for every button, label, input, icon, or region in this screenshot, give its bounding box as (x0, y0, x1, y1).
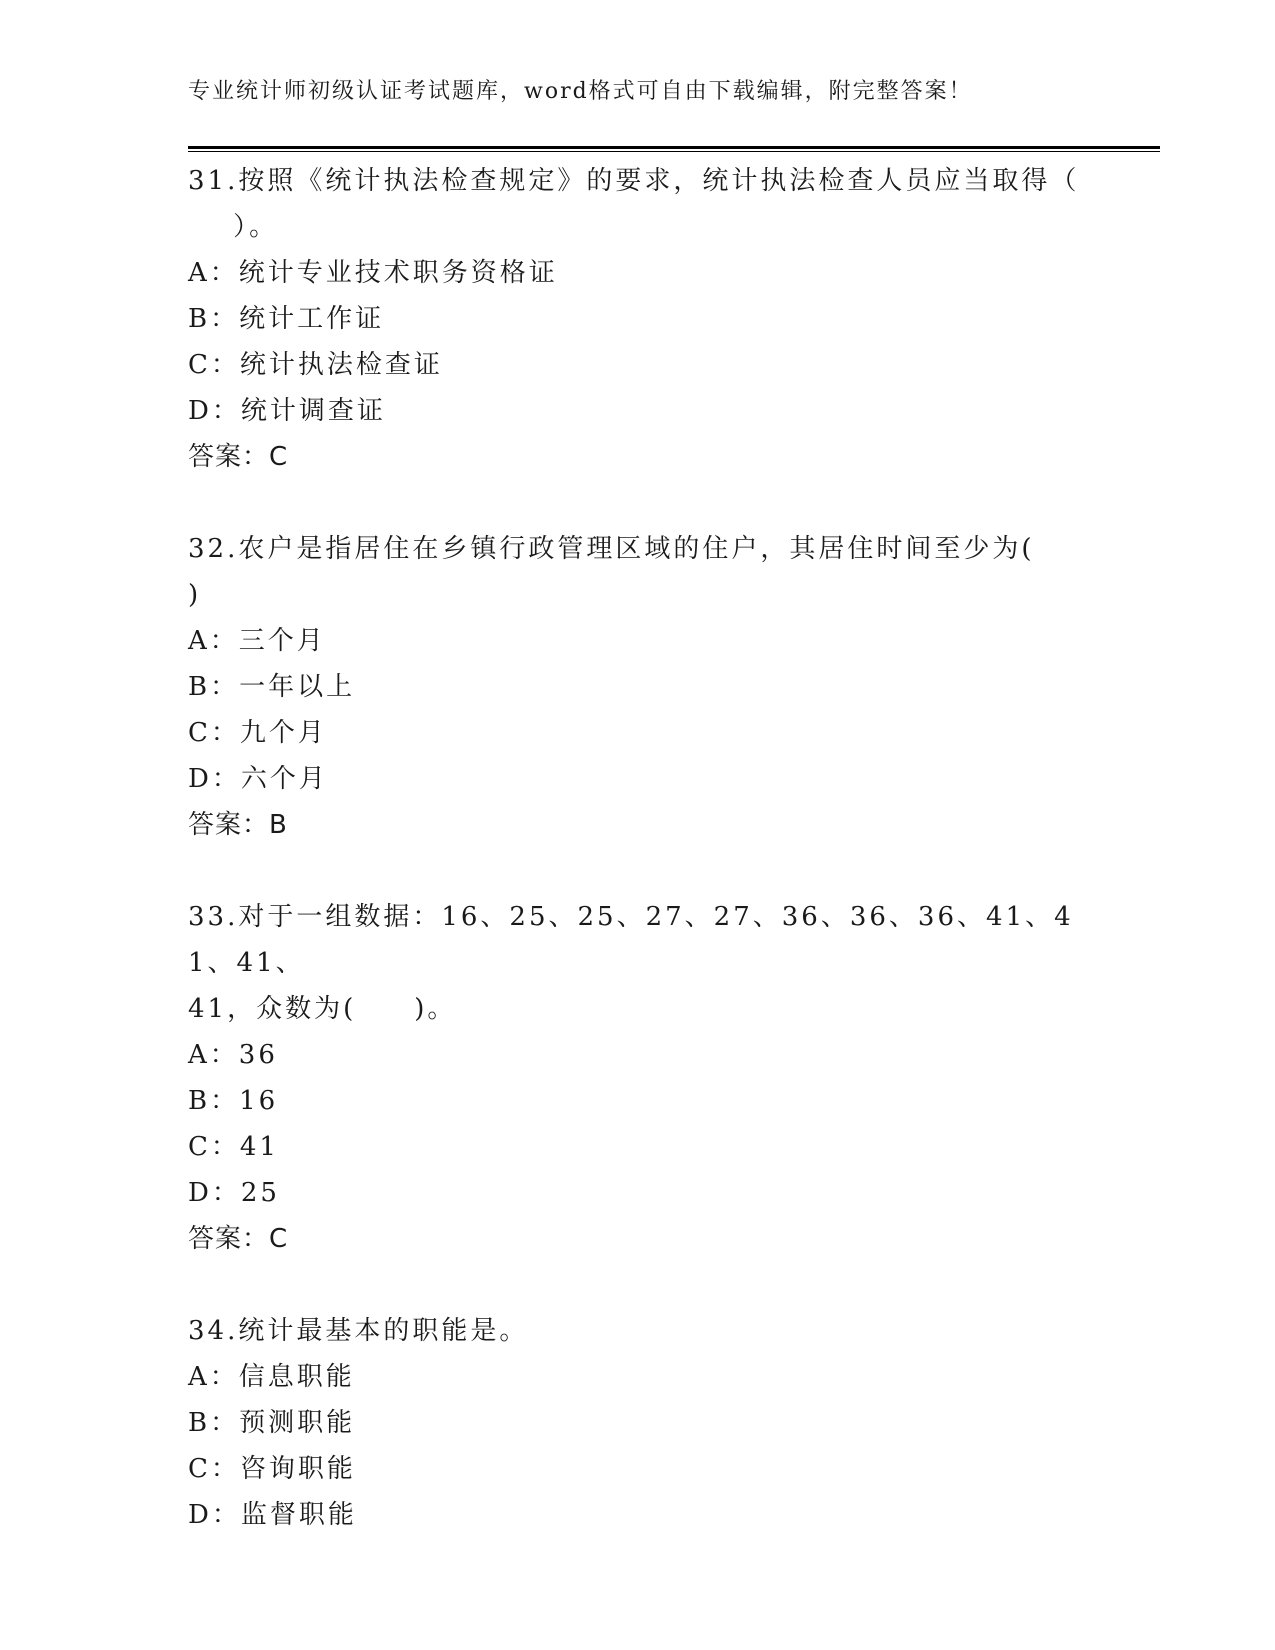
question-list (188, 158, 1088, 1584)
question-stem-continued: ) (188, 580, 202, 610)
option-d: D：监督职能 (188, 1500, 357, 1530)
option-c: C：41 (188, 1132, 279, 1162)
question-32 (188, 526, 1088, 848)
question-33 (188, 894, 1088, 1262)
option-c: C：统计执法检查证 (188, 350, 443, 380)
question-31 (188, 158, 1088, 480)
option-c: C：咨询职能 (188, 1454, 356, 1484)
header-divider (188, 146, 1160, 152)
option-d: D：六个月 (188, 764, 328, 794)
option-d: D：统计调查证 (188, 396, 386, 426)
option-b: B：16 (188, 1086, 279, 1116)
option-b: B：统计工作证 (188, 304, 385, 334)
question-stem-continued: ）。 (188, 212, 279, 242)
question-stem: 34.统计最基本的职能是。 (188, 1316, 529, 1346)
option-d: D：25 (188, 1178, 280, 1208)
option-a: A：信息职能 (188, 1362, 355, 1392)
question-stem: 33.对于一组数据：16、25、25、27、27、36、36、36、41、41、41、 (188, 902, 1074, 978)
answer-line: 答案：C (188, 442, 289, 472)
option-b: B：预测职能 (188, 1408, 356, 1438)
option-a: A：36 (188, 1040, 278, 1070)
option-a: A：三个月 (188, 626, 326, 656)
question-stem: 31.按照《统计执法检查规定》的要求，统计执法检查人员应当取得（ (188, 166, 1080, 196)
question-stem-continued: 41，众数为( )。 (188, 994, 457, 1024)
option-b: B：一年以上 (188, 672, 356, 702)
question-34 (188, 1308, 1088, 1538)
answer-line: 答案：B (188, 810, 288, 840)
option-c: C：九个月 (188, 718, 327, 748)
answer-line: 答案：C (188, 1224, 289, 1254)
page-header-text: 专业统计师初级认证考试题库，word格式可自由下载编辑，附完整答案！ (188, 79, 973, 104)
question-stem: 32.农户是指居住在乡镇行政管理区域的住户，其居住时间至少为( (188, 534, 1035, 564)
option-a: A：统计专业技术职务资格证 (188, 258, 558, 288)
